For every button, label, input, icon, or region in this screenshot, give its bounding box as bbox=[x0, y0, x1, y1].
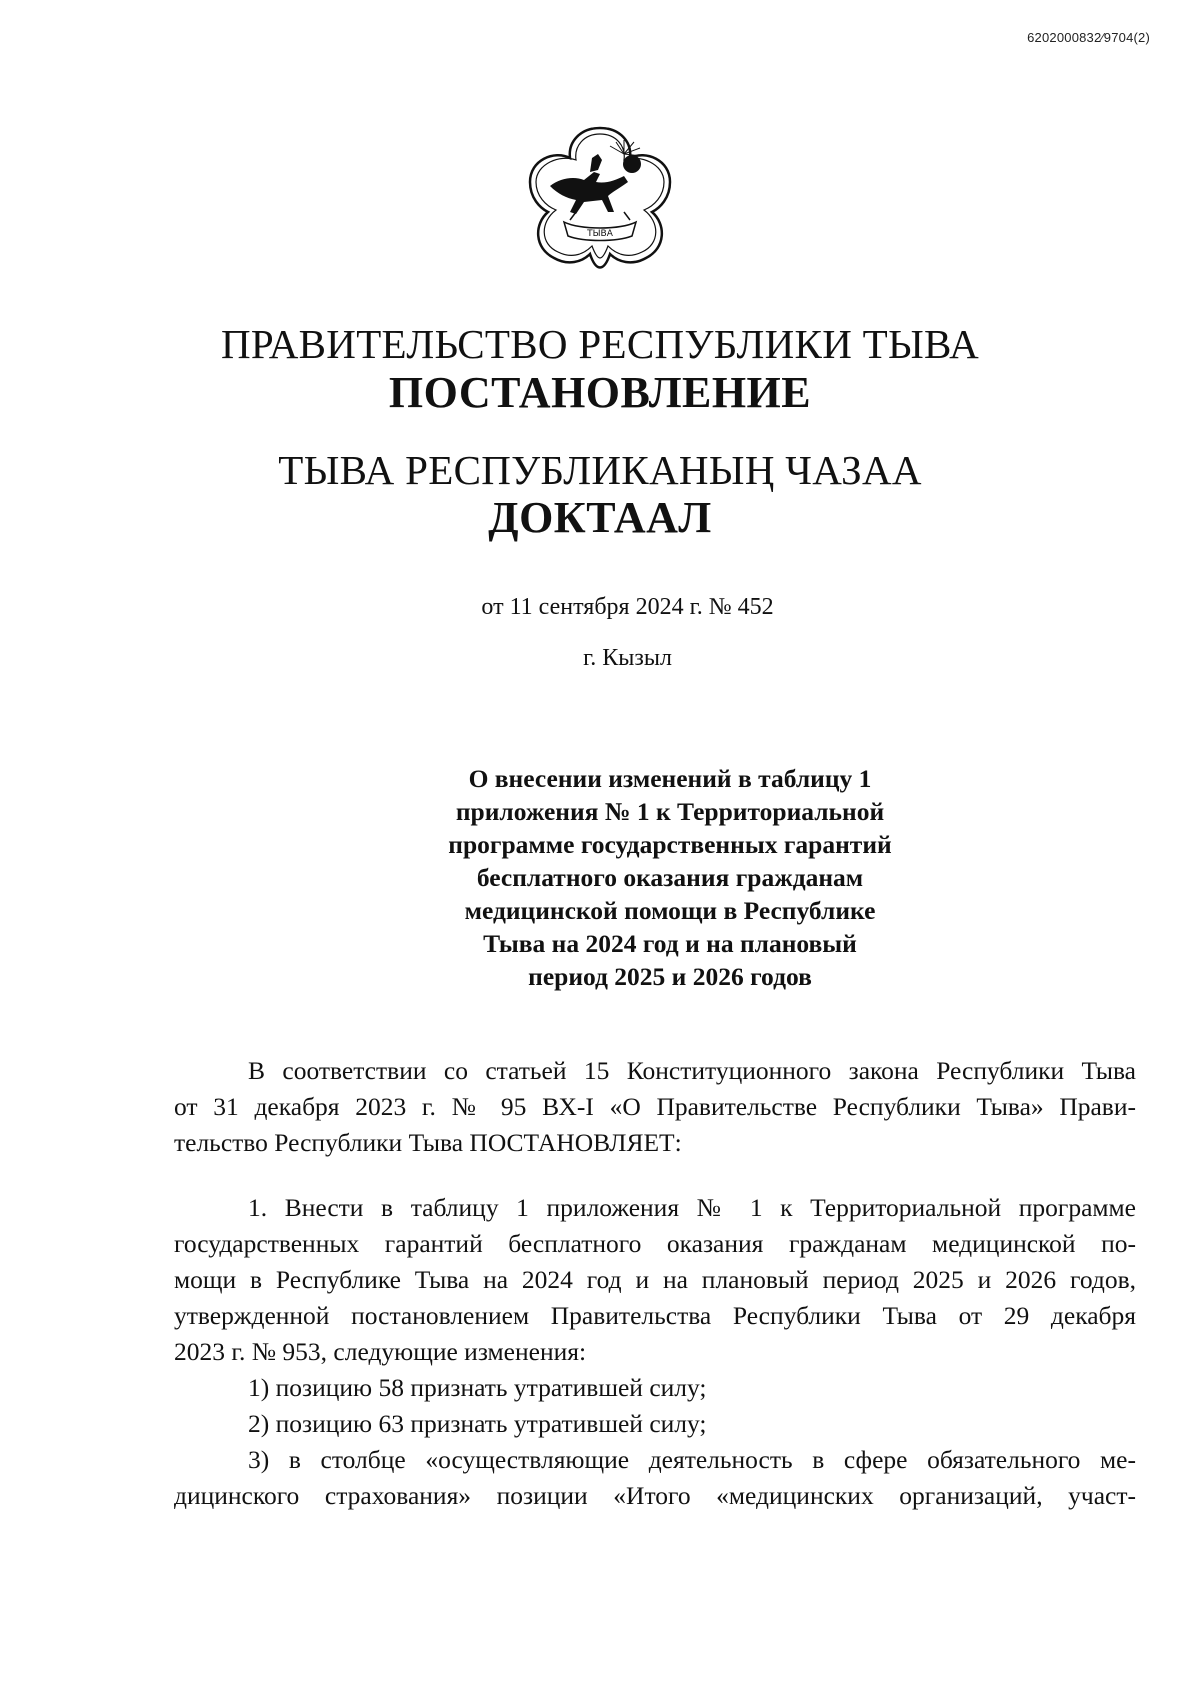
body-line: 1. Внести в таблицу 1 приложения № 1 к Территориальной программе bbox=[248, 1193, 1136, 1222]
body-line: мощи в Республике Тыва на 2024 год и на плановый период 2025 и 2026 годов, bbox=[174, 1265, 1136, 1294]
body-line: государственных гарантий бесплатного оказания гражданам медицинской по- bbox=[174, 1229, 1136, 1258]
subject-line: Тыва на 2024 год и на плановый bbox=[483, 929, 857, 958]
resolution-subject bbox=[400, 762, 940, 993]
body-line: от 31 декабря 2023 г. № 95 ВХ-I «О Правительстве Республики Тыва» Прави- bbox=[174, 1092, 1136, 1121]
resolution-title-ru: ПОСТАНОВЛЕНИЕ bbox=[388, 368, 812, 417]
resolution-date-number: от 11 сентября 2024 г. № 452 bbox=[481, 594, 774, 620]
subject-line: медицинской помощи в Республике bbox=[464, 896, 876, 925]
emblem-ribbon-text: ТЫВА bbox=[587, 229, 613, 239]
coat-of-arms-emblem bbox=[520, 120, 680, 280]
subitem-line: 3) в столбце «осуществляющие деятельность в сфере обязательного ме- bbox=[248, 1445, 1136, 1474]
preamble-paragraph bbox=[174, 1053, 1136, 1161]
subitem-line: 1) позицию 58 признать утратившей силу; bbox=[248, 1373, 707, 1402]
body-line: тельство Республики Тыва ПОСТАНОВЛЯЕТ: bbox=[174, 1128, 682, 1157]
item-1-paragraph bbox=[174, 1190, 1136, 1514]
body-line: утвержденной постановлением Правительства Республики Тыва от 29 декабря bbox=[174, 1301, 1136, 1330]
government-title-ru: ПРАВИТЕЛЬСТВО РЕСПУБЛИКИ ТЫВА bbox=[220, 321, 980, 367]
subject-line: период 2025 и 2026 годов bbox=[528, 962, 812, 991]
subitem-line: 2) позицию 63 признать утратившей силу; bbox=[248, 1409, 707, 1438]
subject-line: бесплатного оказания гражданам bbox=[476, 863, 864, 892]
body-line: 2023 г. № 953, следующие изменения: bbox=[174, 1337, 587, 1366]
subject-line: О внесении изменений в таблицу 1 bbox=[468, 764, 872, 793]
government-title-tyv: ТЫВА РЕСПУБЛИКАНЫҢ ЧАЗАА bbox=[278, 447, 922, 493]
resolution-city: г. Кызыл bbox=[583, 645, 672, 671]
body-line: В соответствии со статьей 15 Конституционного закона Республики Тыва bbox=[248, 1056, 1136, 1085]
subject-line: приложения № 1 к Территориальной bbox=[455, 797, 885, 826]
document-code: 6202000832⁄9704(2) bbox=[1027, 30, 1150, 45]
body-line: дицинского страхования» позиции «Итого «медицинских организаций, участ- bbox=[174, 1481, 1136, 1510]
subject-line: программе государственных гарантий bbox=[448, 830, 892, 859]
resolution-title-tyv: ДОКТААЛ bbox=[488, 493, 712, 542]
